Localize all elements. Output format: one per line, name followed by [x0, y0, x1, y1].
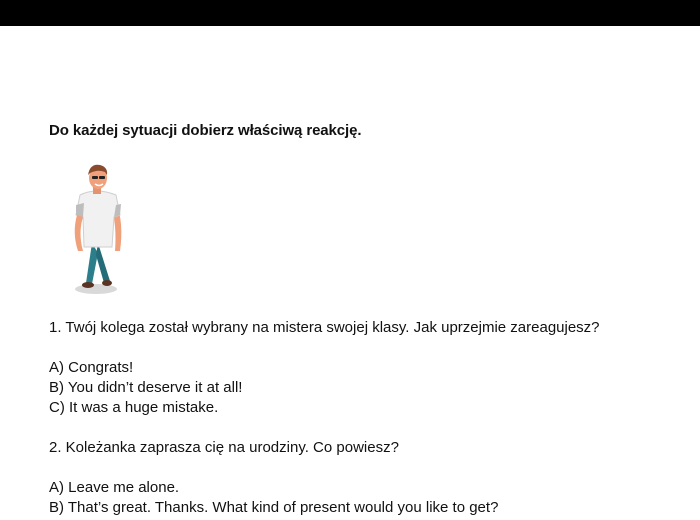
man-illustration [66, 163, 136, 297]
question-2-option-a: A) Leave me alone. [49, 479, 180, 496]
exercise-content [49, 318, 689, 518]
man-figure-icon [66, 163, 136, 297]
question-2-text: 2. Koleżanka zaprasza cię na urodziny. Co powiesz? [49, 439, 399, 456]
top-black-bar [0, 0, 700, 26]
instruction-heading: Do każdej sytuacji dobierz właściwą reakcję. [49, 122, 362, 139]
question-1-option-b: B) You didn’t deserve it at all! [49, 379, 243, 396]
question-1-option-a: A) Congrats! [49, 359, 134, 376]
question-2-option-b: B) That’s great. Thanks. What kind of present would you like to get? [49, 499, 499, 516]
question-1-text: 1. Twój kolega został wybrany na mistera swojej klasy. Jak uprzejmie zareagujesz? [49, 319, 600, 336]
question-1-option-c: C) It was a huge mistake. [49, 399, 219, 416]
